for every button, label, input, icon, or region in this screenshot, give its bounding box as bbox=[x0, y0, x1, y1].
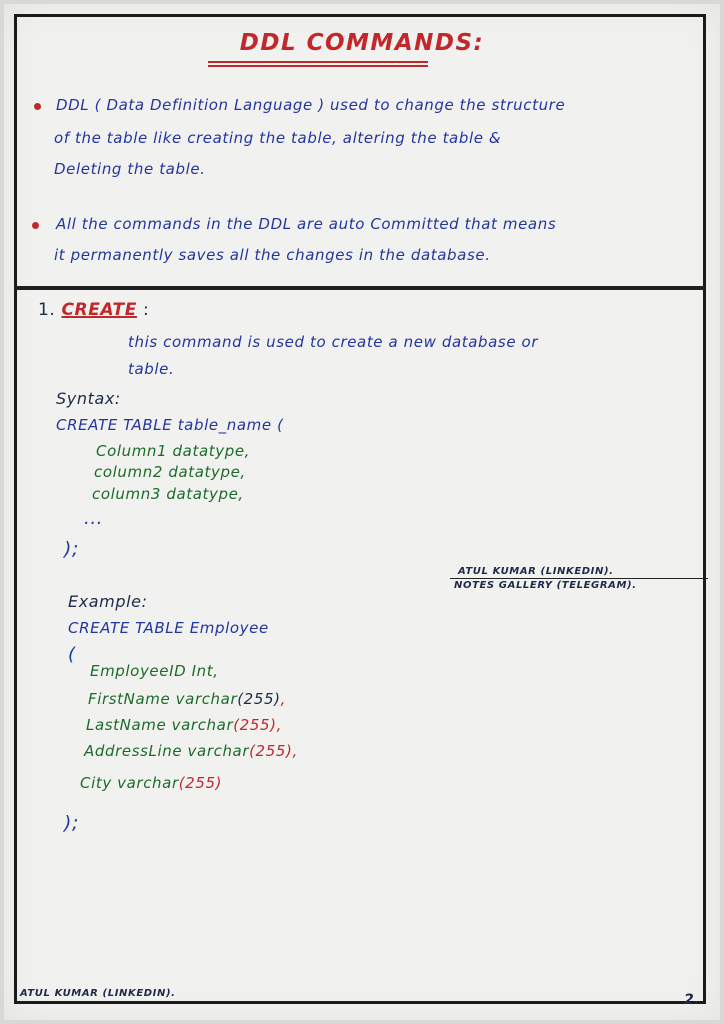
page-number: 2. bbox=[684, 992, 701, 1008]
bullet-dot bbox=[32, 222, 39, 229]
example-label: Example: bbox=[68, 592, 148, 611]
example-close: ); bbox=[64, 812, 80, 834]
example-col-def: LastName varchar bbox=[86, 716, 234, 734]
example-comma: , bbox=[276, 716, 282, 734]
intro-line: All the commands in the DDL are auto Committed that means bbox=[56, 215, 557, 233]
page-title: DDL COMMANDS: bbox=[239, 30, 485, 56]
example-header: CREATE TABLE Employee bbox=[68, 619, 269, 637]
intro-line: it permanently saves all the changes in the database. bbox=[54, 246, 491, 264]
example-comma: , bbox=[280, 690, 286, 708]
example-col-def: FirstName varchar bbox=[88, 690, 238, 708]
example-line: EmployeeID Int, bbox=[90, 662, 219, 680]
syntax-column: column3 datatype, bbox=[92, 485, 244, 503]
intro-line: DDL ( Data Definition Language ) used to change the structure bbox=[56, 96, 566, 114]
example-size: (255) bbox=[233, 716, 277, 734]
example-comma: , bbox=[292, 742, 298, 760]
syntax-column: Column1 datatype, bbox=[96, 442, 251, 460]
command-name: CREATE bbox=[61, 300, 137, 320]
title-underline bbox=[208, 61, 428, 63]
create-description-line: table. bbox=[128, 360, 175, 378]
example-line bbox=[86, 716, 282, 734]
bullet-dot bbox=[34, 103, 41, 110]
example-col-def: AddressLine varchar bbox=[84, 742, 250, 760]
heading-colon: : bbox=[142, 300, 150, 320]
example-open: ( bbox=[68, 644, 76, 665]
example-col-def: City varchar bbox=[80, 774, 179, 792]
example-line bbox=[84, 742, 298, 760]
syntax-ellipsis: ... bbox=[84, 508, 103, 529]
example-line bbox=[80, 774, 222, 792]
syntax-label: Syntax: bbox=[56, 389, 121, 408]
intro-line: of the table like creating the table, altering the table & bbox=[54, 129, 502, 147]
watermark-telegram: NOTES GALLERY (TELEGRAM). bbox=[454, 580, 637, 591]
example-size: (255) bbox=[249, 742, 293, 760]
example-line bbox=[88, 690, 286, 708]
footer-credit: ATUL KUMAR (LINKEDIN). bbox=[20, 988, 176, 999]
section-divider bbox=[14, 286, 706, 290]
section-heading-create bbox=[38, 300, 149, 320]
example-size: (255) bbox=[178, 774, 223, 792]
watermark-linkedin: ATUL KUMAR (LINKEDIN). bbox=[458, 566, 614, 577]
example-size: (255) bbox=[237, 690, 281, 708]
create-description-line: this command is used to create a new database or bbox=[128, 333, 539, 351]
syntax-close: ); bbox=[64, 538, 80, 560]
syntax-column: column2 datatype, bbox=[94, 463, 246, 481]
section-number: 1. bbox=[38, 300, 56, 320]
intro-line: Deleting the table. bbox=[54, 160, 206, 178]
watermark-rule bbox=[450, 578, 708, 579]
syntax-open: CREATE TABLE table_name ( bbox=[56, 416, 284, 434]
